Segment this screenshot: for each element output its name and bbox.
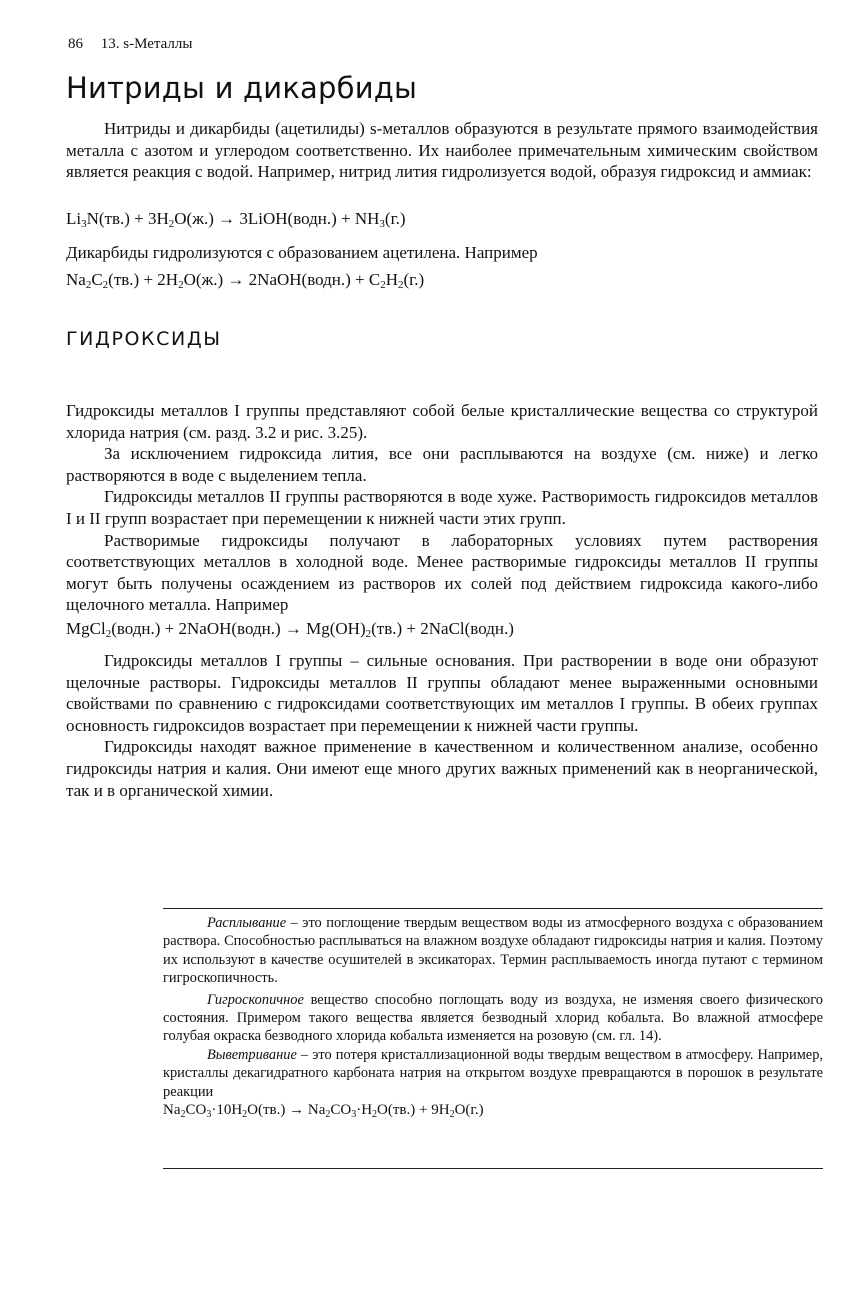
equation-lithium-nitride: $Li_3N(тв.) + 3H_2O(ж.)$ → 3LiOH(водн.) + $NH_3(г.)$: [66, 209, 406, 230]
hydroxides-text: [66, 400, 818, 616]
equation-soda-efflorescence: $Na_2CO_3\cdot 10H_2O(тв.) \to Na_2CO_3\cdot H_2O(тв.) + 9H_2O(г.)$: [163, 1102, 484, 1121]
dicarbide-text: [66, 242, 818, 264]
intro-paragraph: Нитриды и дикарбиды (ацетилиды) s-металлов образуются в результате прямого взаимодействия металла с азотом и углеродом соответственно. Их наиболее примечательным химическим свойством является реакция с водой. Например, нитрид лития гидролизуется водой, образуя гидроксид и аммиак:: [66, 119, 818, 182]
margin-notes: [163, 914, 823, 1119]
page-number: 86: [68, 36, 83, 52]
term-deliquescence: Расплывание: [207, 915, 287, 931]
chapter-title: 13. s-Металлы: [100, 36, 193, 52]
note-hygroscopic: Гигроскопичное вещество способно поглощать воду из воздуха, не изменяя своего физического состояния. Примером такого вещества является безводный хлорид кобальта. Во влажной атмосфере голубая окраска безводного хлорида кобальта изменяется на розовую (см. гл. 14).: [163, 991, 823, 1045]
note-bottom-rule: [163, 1168, 823, 1169]
equation-sodium-dicarbide: $Na_2C_2(тв.) + 2H_2O(ж.)$ → 2NaOH(водн.) + $C_2H_2(г.)$: [66, 270, 425, 291]
intro-text: [66, 118, 818, 183]
paragraph: Гидроксиды находят важное применение в качественном и количественном анализе, особенно гидроксиды натрия и калия. Они имеют еще много других важных применений как в неорганической, так и в органической химии.: [66, 737, 818, 800]
basicity-text: [66, 650, 818, 801]
section-heading-hydroxides: ГИДРОКСИДЫ: [66, 328, 222, 350]
note-top-rule: [163, 908, 823, 909]
section-heading-nitrides: Нитриды и дикарбиды: [66, 71, 418, 105]
paragraph: Гидроксиды металлов II группы растворяются в воде хуже. Растворимость гидроксидов металлов I и II групп возрастает при перемещении к нижней части этих групп.: [66, 487, 818, 528]
term-hygroscopic: Гигроскопичное: [207, 991, 304, 1008]
paragraph: Гидроксиды металлов I группы представляют собой белые кристаллические вещества со структурой хлорида натрия (см. разд. 3.2 и рис. 3.25).: [66, 401, 818, 442]
term-efflorescence: Выветривание: [207, 1046, 297, 1063]
equation-magnesium-hydroxide: MgCl$_2$(водн.) + 2NaOH(водн.) → $Mg(OH)_2(тв.)$ + 2NaCl(водн.): [66, 619, 514, 640]
dicarbide-paragraph: Дикарбиды гидролизуются с образованием ацетилена. Например: [66, 243, 538, 262]
note-efflorescence: Выветривание – это потеря кристаллизационной воды твердым веществом в атмосферу. Например, кристаллы декагидратного карбоната натрия на открытом воздухе превращаются в порошок в результате реакции: [163, 1046, 823, 1100]
paragraph: Растворимые гидроксиды получают в лабораторных условиях путем растворения соответствующих металлов в холодной воде. Менее растворимые гидроксиды металлов II группы могут быть получены осаждением из растворов их солей под действием гидроксида какого-либо щелочного металла. Например: [66, 530, 818, 615]
paragraph: Гидроксиды металлов I группы – сильные основания. При растворении в воде они образуют щелочные растворы. Гидроксиды металлов II группы обладают менее выраженными основными свойствами по сравнению с гидроксидами соответствующих им металлов I группы. В обеих группах основность гидроксидов возрастает при перемещении к нижней части группы.: [66, 651, 818, 735]
running-head: [68, 36, 192, 53]
paragraph: За исключением гидроксида лития, все они расплываются на воздухе (см. ниже) и легко растворяются в воде с выделением тепла.: [66, 444, 818, 485]
note-deliquescence: Расплывание – это поглощение твердым веществом воды из атмосферного воздуха с образованием раствора. Способностью расплываться на влажном воздухе обладают гидроксиды натрия и калия. Поэтому их используют в качестве осушителей в эксикаторах. Термин расплываемость иногда путают с термином гигроскопичность.: [163, 915, 823, 987]
